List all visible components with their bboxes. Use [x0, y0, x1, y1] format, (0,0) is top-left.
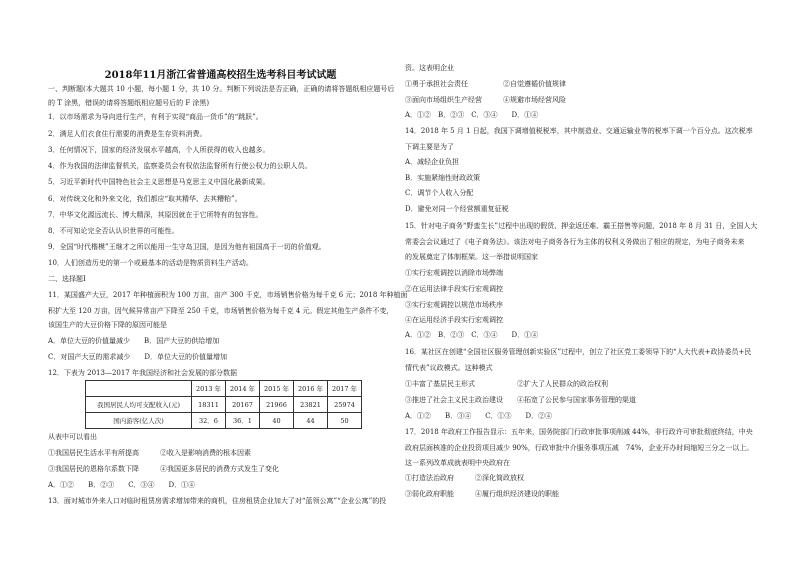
- text-line: ③面向市场组织生产经营 ④规避市场经营风险: [405, 96, 566, 104]
- text-line: 2．满足人们衣食住行需要的消费是生存资料消费。: [48, 130, 207, 138]
- text-line: 12．下表为 2013—2017 年我国经济和社会发展的部分数据: [48, 369, 237, 377]
- text-line: 下调主要是为了: [405, 143, 454, 151]
- text-line: A．①② B．②③ C．③④ D．①④: [405, 111, 539, 119]
- table-cell: 50: [328, 413, 362, 429]
- text-line: D．避免对同一个经营额重复征税: [405, 205, 509, 213]
- text-line: ③实行宏观调控以规范市场秩序: [405, 301, 503, 309]
- text-line: A．减轻企业负担: [405, 158, 460, 166]
- text-line: 15．针对电子商务“野蛮生长”过程中出现的假货、押金返还难、霸王搭售等问题，2018 年 8 月 31 日，全国人大: [405, 222, 758, 230]
- text-line: 17．2018 年政府工作报告显示：五年来，国务院部门行政审批事项削减 44%，非行政许可审批彻底终结，中央: [405, 428, 753, 436]
- table-cell: [86, 381, 192, 397]
- text-line: 该国生产的大豆价格下降的原因可能是: [48, 321, 167, 329]
- text-line: ②在运用法律手段实行宏观调控: [405, 285, 503, 293]
- text-line: 常委会会议通过了《电子商务法》。该法对电子商务各行为主体的权利义务做出了相应的规定，为电子商务未来: [405, 238, 745, 246]
- text-line: 1．以市场需求为导向进行生产，有利于实现“商品一货币”的“跳跃”。: [48, 113, 263, 121]
- text-line: ①实行宏观调控以消除市场弊端: [405, 269, 503, 277]
- text-line: ①丰富了基层民主形式 ②扩大了人民群众的政治权利: [405, 380, 608, 388]
- text-line: 6．对传统文化和外来文化，我们都应“取其精华、去其糟粕”。: [48, 195, 242, 203]
- text-line: 积扩大至 120 万亩，因气候异常亩产下降至 250 千克，市场销售价格为每千克 4 元。假定其他生产条件不变，: [48, 307, 394, 315]
- text-line: 的发展奠定了体制框架。这一举措说明国家: [405, 253, 538, 261]
- text-line: C．调节个人收入分配: [405, 189, 474, 197]
- text-line: 7．中华文化源远流长、博大精深，其原因就在于它所特有的包容性。: [48, 211, 263, 219]
- table-cell: 25974: [328, 397, 362, 413]
- text-line: ①打造法治政府 ②深化简政放权: [405, 474, 524, 482]
- table-cell: 44: [294, 413, 328, 429]
- text-line: 14．2018 年 5 月 1 日起，我国下调增值税税率，其中制造业、交通运输业等的税率下调一个百分点。这次税率: [405, 127, 753, 135]
- table-cell: 2017 年: [328, 381, 362, 397]
- table-cell: 20167: [226, 397, 260, 413]
- text-line: A．①② B．③④ C．①③ D．②④: [405, 412, 553, 420]
- table-cell: 国内游客(亿人次): [86, 413, 192, 429]
- text-line: ④在运用经济手段实行宏观调控: [405, 316, 503, 324]
- text-line: ③推进了社会主义民主政治建设 ④拓宽了公民参与国家事务管理的渠道: [405, 396, 636, 404]
- data-table: [85, 380, 362, 429]
- table-cell: 我国居民人均可支配收入(元): [86, 397, 192, 413]
- text-line: ③我国居民的恩格尔系数下降 ④我国更多居民的消费方式发生了变化: [48, 465, 279, 473]
- table-cell: 21966: [260, 397, 294, 413]
- text-line: ①我国居民生活水平有所提高 ②收入是影响消费的根本因素: [48, 449, 251, 457]
- table-cell: 18311: [192, 397, 226, 413]
- text-line: 二、选择题Ⅰ: [48, 275, 86, 283]
- text-line: A．单位大豆的价值量减少 B．国产大豆的供给增加: [48, 337, 220, 345]
- table-cell: 2015 年: [260, 381, 294, 397]
- text-line: ③弱化政府职能 ④履行组织经济建设的职能: [405, 490, 559, 498]
- text-line: 5．习近平新时代中国特色社会主义思想是马克思主义中国化最新成果。: [48, 178, 270, 186]
- table-cell: 32．6: [192, 413, 226, 429]
- table-cell: 2014 年: [226, 381, 260, 397]
- text-line: 资。这表明企业: [405, 64, 454, 72]
- text-line: ①勇于承担社会责任 ②自觉遵循价值规律: [405, 80, 566, 88]
- table-cell: 36．1: [226, 413, 260, 429]
- table-row: [86, 397, 362, 413]
- text-line: 4．作为我国的法律监督机关，监察委员会有权依法监督所有行使公权力的公职人员。: [48, 162, 312, 170]
- text-line: 的 T 涂黑，错误的请将答题纸相应题号后的 F 涂黑): [48, 99, 210, 107]
- text-line: 13．面对城市外来人口对临时租赁房需求增加带来的商机，住房租赁企业加大了对“蓝领公寓”“企业公寓”的投: [48, 497, 387, 505]
- text-line: C．对国产大豆的需求减少 D．单位大豆的价值量增加: [48, 353, 227, 361]
- table-cell: 40: [260, 413, 294, 429]
- table-cell: 2013 年: [192, 381, 226, 397]
- page-title: 2018年11月浙江省普通高校招生选考科目考试试题: [104, 70, 337, 81]
- table-cell: 2016 年: [294, 381, 328, 397]
- text-line: 从表中可以看出: [48, 433, 97, 441]
- text-line: 情代表”议政模式。这种模式: [405, 364, 493, 372]
- text-line: 一、判断题(本大题共 10 小题，每小题 1 分，共 10 分。判断下列说法是否正确，正确的请将答题纸相应题号后: [48, 85, 395, 93]
- text-line: A．①② B．②③ C．③④ D．①④: [405, 331, 539, 339]
- text-line: 政府层面核准的企业投资项目减少 90%，行政审批中介服务事项压减 74%，企业开办时间缩短三分之一以上。: [405, 444, 754, 452]
- text-line: 16．某社区在创建“全国社区服务管理创新实验区”过程中，创立了社区党工委领导下的“人大代表+政协委员+民: [405, 348, 752, 356]
- table-row: [86, 413, 362, 429]
- text-line: 9．全国“时代楷模”王继才之所以能用一生守岛卫国，是因为他有祖国高于一切的价值观。: [48, 243, 326, 251]
- text-line: 8．不可知论完全否认认识世界的可能性。: [48, 227, 179, 235]
- text-line: 10．人们创造历史的第一个或最基本的活动是物质资料生产活动。: [48, 259, 253, 267]
- table-cell: 23821: [294, 397, 328, 413]
- text-line: 这一系列改革成就表明中央政府在: [405, 459, 510, 467]
- text-line: B．实施紧缩性财政政策: [405, 174, 481, 182]
- text-line: 11．某国盛产大豆，2017 年种植面积为 100 万亩，亩产 300 千克，市场销售价格为每千克 6 元；2018 年种植面: [48, 291, 408, 299]
- table-header-row: [86, 381, 362, 397]
- text-line: A．①② B．②③ C．③④ D．①④: [48, 481, 196, 489]
- text-line: 3．任何情况下，国家的经济发展水平越高，个人所获得的收入也越多。: [48, 146, 270, 154]
